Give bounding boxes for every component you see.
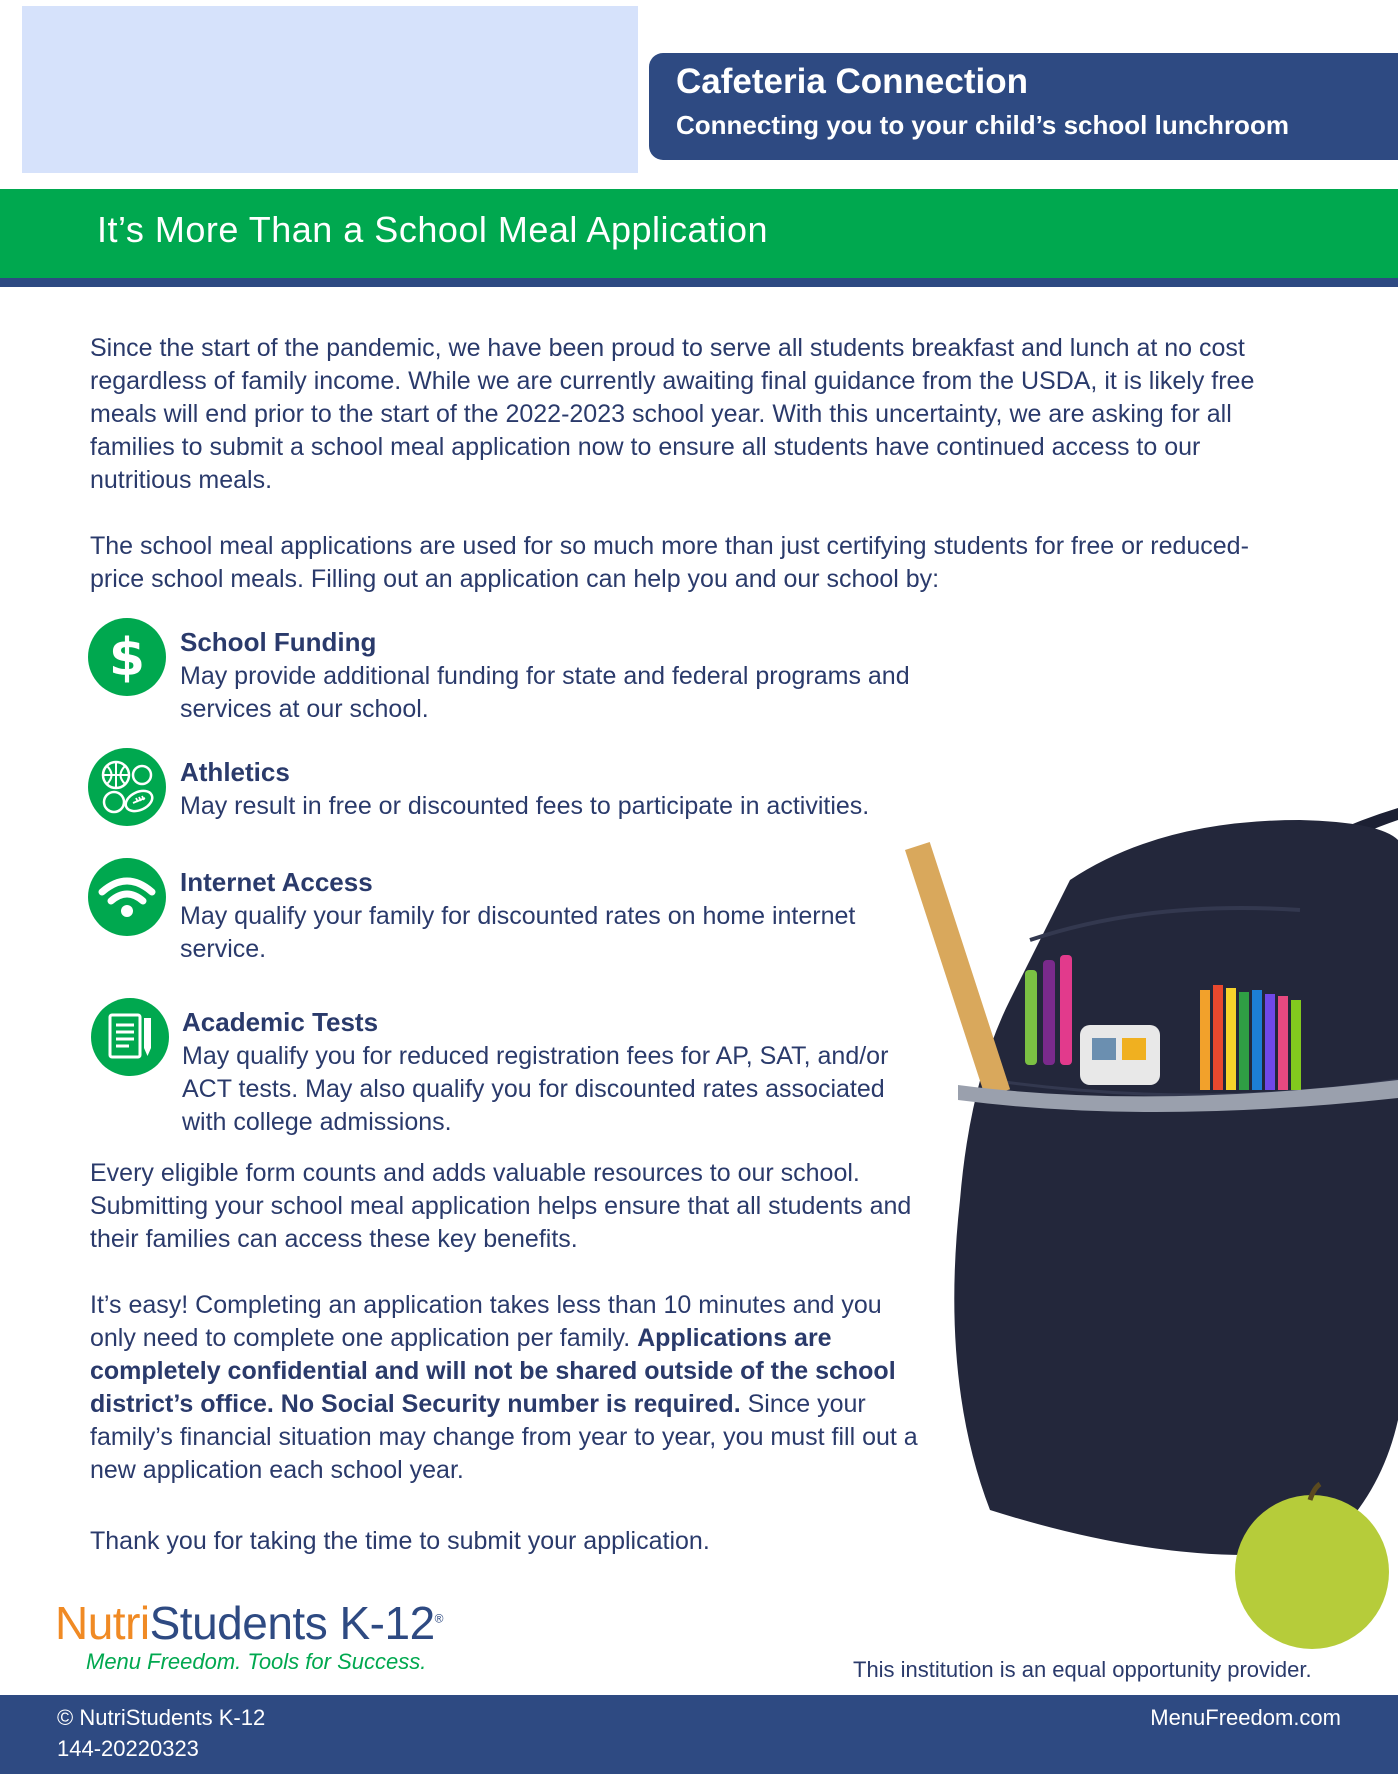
trademark: ® (434, 1611, 443, 1626)
footer (0, 1695, 1398, 1774)
benefit-description: May qualify you for reduced registration fees for AP, SAT, and/or ACT tests. May also qualify you for discounted rates associated with college admissions. (182, 1042, 889, 1136)
section-title: It’s More Than a School Meal Application (97, 209, 769, 250)
closing-text: It’s easy! Completing an application takes less than 10 minutes and you only need to complete one application per family. (90, 1291, 882, 1352)
district-logo-placeholder (22, 6, 638, 173)
copyright-text: © NutriStudents K-12 (57, 1705, 266, 1730)
intro-paragraph-1: Since the start of the pandemic, we have been proud to serve all students breakfast and lunch at no cost regardless of family income. While we are currently awaiting final guidance from the USDA, it is likely free meals will end prior to the start of the 2022-2023 school year. With this uncertainty, we are asking for all families to submit a school meal application now to ensure all students have continued access to our nutritious meals. (90, 334, 1255, 494)
benefit-title: Internet Access (180, 867, 373, 897)
test-document-icon (91, 998, 169, 1076)
document-code: 144-20220323 (57, 1736, 199, 1761)
section-banner (0, 189, 1398, 278)
newsletter-subtitle: Connecting you to your child’s school lunchroom (676, 110, 1289, 140)
benefit-description: May qualify your family for discounted rates on home internet service. (180, 902, 856, 963)
benefit-description: May result in free or discounted fees to participate in activities. (180, 792, 870, 820)
intro-paragraph-2: The school meal applications are used for so much more than just certifying students for free or reduced-price school meals. Filling out an application can help you and our school by: (90, 532, 1249, 593)
logo-part-1: Nutri (55, 1597, 150, 1649)
benefit-title: School Funding (180, 627, 377, 657)
closing-paragraph-2 (90, 1289, 930, 1487)
logo-part-2: Students K-12 (149, 1597, 435, 1649)
dollar-icon (88, 618, 166, 696)
benefit-title: Athletics (180, 757, 290, 787)
banner-stripe (0, 278, 1398, 287)
closing-paragraph-1: Every eligible form counts and adds valuable resources to our school. Submitting your school meal application helps ensure that all students and their families can access these key benefits. (90, 1159, 912, 1253)
backpack-image (900, 780, 1398, 1650)
newsletter-header (649, 53, 1398, 160)
thank-you-text: Thank you for taking the time to submit your application. (90, 1527, 710, 1555)
newsletter-title: Cafeteria Connection (676, 62, 1028, 101)
closing-text: Since your family’s financial situation may change from year to year, you must fill out a new application each school year. (90, 1390, 918, 1484)
wifi-icon (88, 858, 166, 936)
svg-text:$: $ (108, 628, 146, 688)
sports-balls-icon (88, 748, 166, 826)
nutristudents-logo (55, 1596, 443, 1650)
website-link[interactable]: MenuFreedom.com (1150, 1705, 1341, 1730)
confidentiality-statement: Applications are completely confidential and will not be shared outside of the school district’s office. No Social Security number is required. (90, 1324, 896, 1418)
benefit-title: Academic Tests (182, 1007, 379, 1037)
brand-tagline: Menu Freedom. Tools for Success. (86, 1649, 427, 1674)
benefit-description: May provide additional funding for state and federal programs and services at our school. (180, 662, 910, 723)
equal-opportunity-statement: This institution is an equal opportunity provider. (853, 1657, 1312, 1682)
